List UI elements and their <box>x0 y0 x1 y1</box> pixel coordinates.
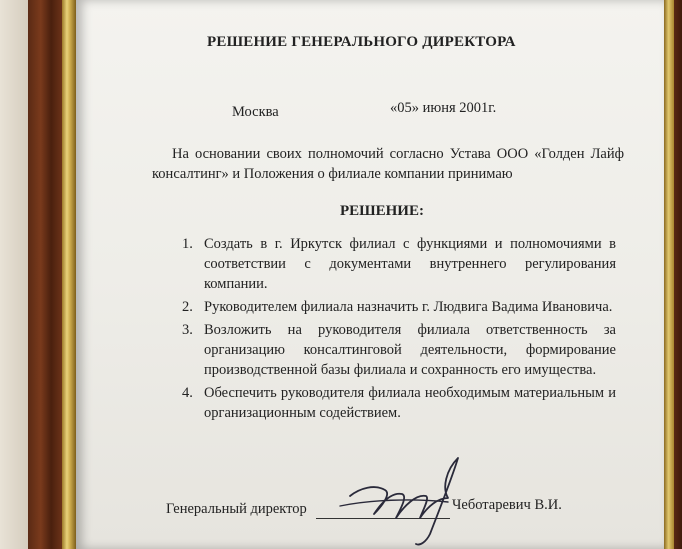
handwritten-signature <box>330 448 470 548</box>
signatory-name: Чеботаревич В.И. <box>452 497 562 513</box>
decision-item <box>182 234 616 294</box>
decision-item <box>182 383 616 423</box>
decision-item-text: Руководителем филиала назначить г. Людвига Вадима Ивановича. <box>204 299 613 315</box>
decision-item-number: 2. <box>182 299 193 315</box>
document-city: Москва <box>232 104 279 120</box>
frame-gold-right <box>664 0 674 549</box>
decision-item-text: Создать в г. Иркутск филиал с функциями и полномочиями в соответствии с документами внутреннего регулирования компании. <box>204 236 616 292</box>
decision-item-text: Возложить на руководителя филиала ответственность за организацию консалтинговой деятельности, формирование производственной базы филиала и сохранность его имущества. <box>204 322 616 378</box>
document-title: РЕШЕНИЕ ГЕНЕРАЛЬНОГО ДИРЕКТОРА <box>207 34 516 50</box>
frame-wood-right <box>674 0 682 549</box>
decision-item-number: 3. <box>182 322 193 338</box>
frame-gold-left <box>62 0 76 549</box>
decision-item <box>182 297 616 317</box>
signature-label: Генеральный директор <box>166 501 307 517</box>
decision-item-number: 1. <box>182 236 193 252</box>
document-date: «05» июня 2001г. <box>390 100 497 116</box>
decision-item <box>182 320 616 380</box>
decision-item-number: 4. <box>182 385 193 401</box>
document-intro: На основании своих полномочий согласно Устава ООО «Голден Лайф консалтинг» и Положения о филиале компании принимаю <box>152 146 624 182</box>
decision-list <box>182 234 616 426</box>
decision-item-text: Обеспечить руководителя филиала необходимым материальным и организационным содействием. <box>204 385 616 421</box>
decision-heading: РЕШЕНИЕ: <box>340 203 424 219</box>
